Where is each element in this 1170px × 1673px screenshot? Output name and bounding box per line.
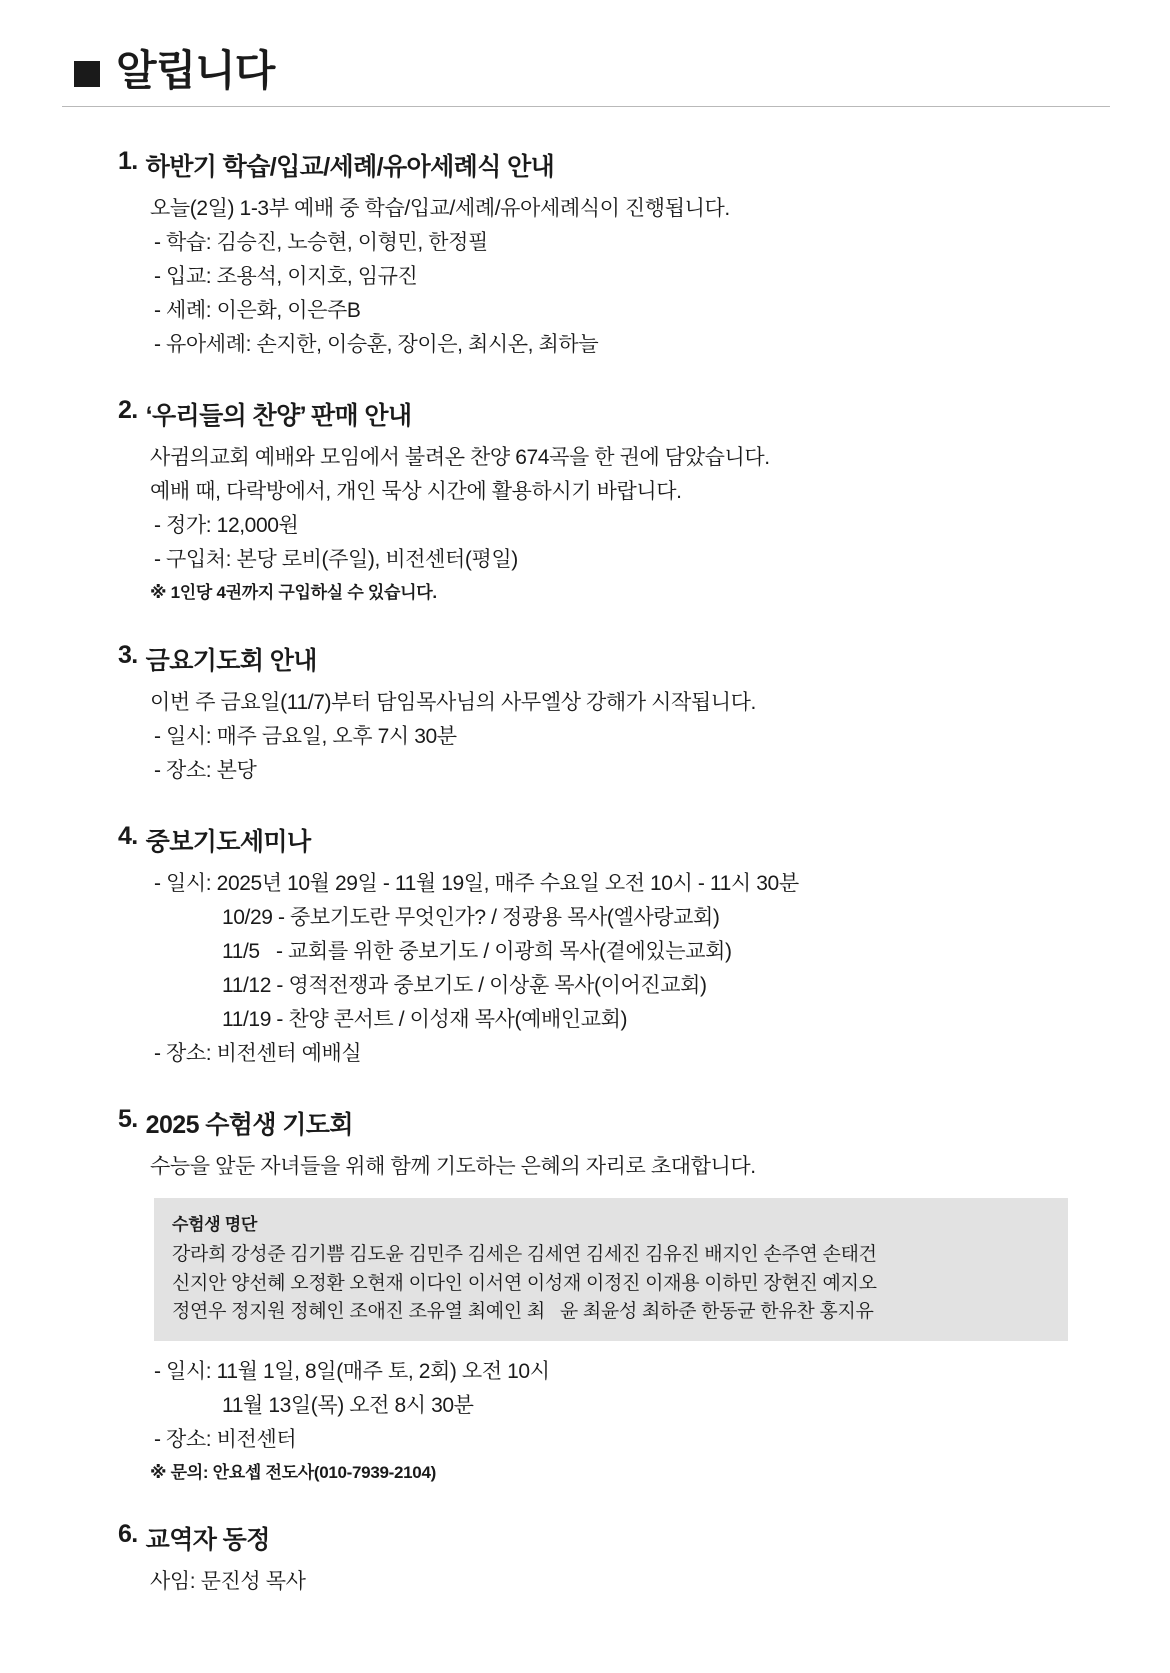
section-1-line-1: - 학습: 김승진, 노승현, 이형민, 한정필 xyxy=(154,231,488,255)
name-box-line-1: 신지안 양선혜 오정환 오현재 이다인 이서연 이성재 이정진 이재용 이하민 장현진 예지오 xyxy=(172,1272,877,1294)
section-1-line-2: - 입교: 조용석, 이지호, 임규진 xyxy=(154,265,418,289)
section-1-heading: 하반기 학습/입교/세례/유아세례식 안내 xyxy=(145,153,555,182)
section-6-body xyxy=(118,1565,1110,1599)
section-4-line-0: - 일시: 2025년 10월 29일 - 11월 19일, 매주 수요일 오전 10시 - 11시 30분 xyxy=(154,871,799,895)
section-3-line-1: - 일시: 매주 금요일, 오후 7시 30분 xyxy=(154,724,457,748)
section-6-line-0: 사임: 문진성 목사 xyxy=(150,1570,306,1594)
section-2-line-0: 사귐의교회 예배와 모임에서 불려온 찬양 674곡을 한 권에 담았습니다. xyxy=(150,446,770,470)
section-5-line-1: - 일시: 11월 1일, 8일(매주 토, 2회) 오전 10시 xyxy=(154,1359,550,1383)
announcement-sections xyxy=(62,147,1110,1599)
section-4-heading: 중보기도세미나 xyxy=(145,827,311,856)
name-box-line-0: 강라희 강성준 김기쁨 김도윤 김민주 김세은 김세연 김세진 김유진 배지인 손주연 손태건 xyxy=(172,1244,877,1266)
section-6-heading: 교역자 동정 xyxy=(145,1526,270,1555)
section-4-line-5: - 장소: 비전센터 예배실 xyxy=(154,1041,362,1065)
section-2-heading: ‘우리들의 찬양’ 판매 안내 xyxy=(145,402,412,431)
section-5-body xyxy=(118,1150,1110,1486)
section-1-body xyxy=(118,192,1110,362)
section-6-title xyxy=(118,1520,1110,1556)
section-5-line-0: 수능을 앞둔 자녀들을 위해 함께 기도하는 은혜의 자리로 초대합니다. xyxy=(150,1155,756,1178)
section-2-title xyxy=(118,396,1110,432)
section-1-title xyxy=(118,147,1110,183)
section-5 xyxy=(118,1105,1110,1486)
section-5-heading: 2025 수험생 기도회 xyxy=(145,1111,353,1139)
section-2-body xyxy=(118,441,1110,607)
section-5-number: 5. xyxy=(118,1105,138,1133)
section-1-line-0: 오늘(2일) 1-3부 예배 중 학습/입교/세례/유아세례식이 진행됩니다. xyxy=(150,197,730,221)
name-box-line-2: 정연우 정지원 정혜인 조애진 조유열 최예인 최 윤 최윤성 최하준 한동균 한유찬 홍지유 xyxy=(172,1301,874,1323)
section-4-line-3: 11/12 - 영적전쟁과 중보기도 / 이상훈 목사(이어진교회) xyxy=(222,973,707,997)
section-1-line-3: - 세례: 이은화, 이은주B xyxy=(154,299,361,323)
section-4-number: 4. xyxy=(118,821,138,850)
section-3-number: 3. xyxy=(118,640,138,669)
section-2-line-1: 예배 때, 다락방에서, 개인 묵상 시간에 활용하시기 바랍니다. xyxy=(150,480,682,504)
section-2 xyxy=(118,396,1110,607)
section-4-title xyxy=(118,822,1110,858)
section-3-body xyxy=(118,686,1110,788)
section-4-line-4: 11/19 - 찬양 콘서트 / 이성재 목사(예배인교회) xyxy=(222,1007,628,1031)
black-square-icon xyxy=(74,61,100,87)
section-2-line-3: - 구입처: 본당 로비(주일), 비전센터(평일) xyxy=(154,548,518,572)
section-3-line-2: - 장소: 본당 xyxy=(154,758,257,782)
section-2-number: 2. xyxy=(118,396,138,425)
page-header xyxy=(62,48,1110,94)
header-divider xyxy=(62,106,1110,107)
section-2-note: ※ 1인당 4권까지 구입하실 수 있습니다. xyxy=(150,583,437,603)
section-3 xyxy=(118,641,1110,788)
section-1 xyxy=(118,147,1110,362)
section-5-title xyxy=(118,1105,1110,1141)
section-3-line-0: 이번 주 금요일(11/7)부터 담임목사님의 사무엘상 강해가 시작됩니다. xyxy=(150,690,756,714)
section-1-line-4: - 유아세례: 손지한, 이승훈, 장이은, 최시온, 최하늘 xyxy=(154,333,599,357)
section-5-note: ※ 문의: 안요셉 전도사(010-7939-2104) xyxy=(150,1462,436,1482)
page-title: 알립니다 xyxy=(116,47,275,94)
section-6-number: 6. xyxy=(118,1520,138,1549)
name-box-title: 수험생 명단 xyxy=(172,1215,258,1235)
section-5-line-2: 11월 13일(목) 오전 8시 30분 xyxy=(222,1393,474,1417)
section-4-line-1: 10/29 - 중보기도란 무엇인가? / 정광용 목사(엘사랑교회) xyxy=(222,905,720,929)
section-4 xyxy=(118,822,1110,1071)
section-3-heading: 금요기도회 안내 xyxy=(145,646,317,675)
section-3-title xyxy=(118,641,1110,677)
section-4-line-2: 11/5 - 교회를 위한 중보기도 / 이광희 목사(곁에있는교회) xyxy=(222,939,732,963)
section-1-number: 1. xyxy=(118,147,138,176)
section-5-line-3: - 장소: 비전센터 xyxy=(154,1427,297,1451)
section-6 xyxy=(118,1520,1110,1599)
exam-student-name-box xyxy=(154,1198,1068,1341)
section-2-line-2: - 정가: 12,000원 xyxy=(154,514,299,538)
section-4-body xyxy=(118,867,1110,1071)
